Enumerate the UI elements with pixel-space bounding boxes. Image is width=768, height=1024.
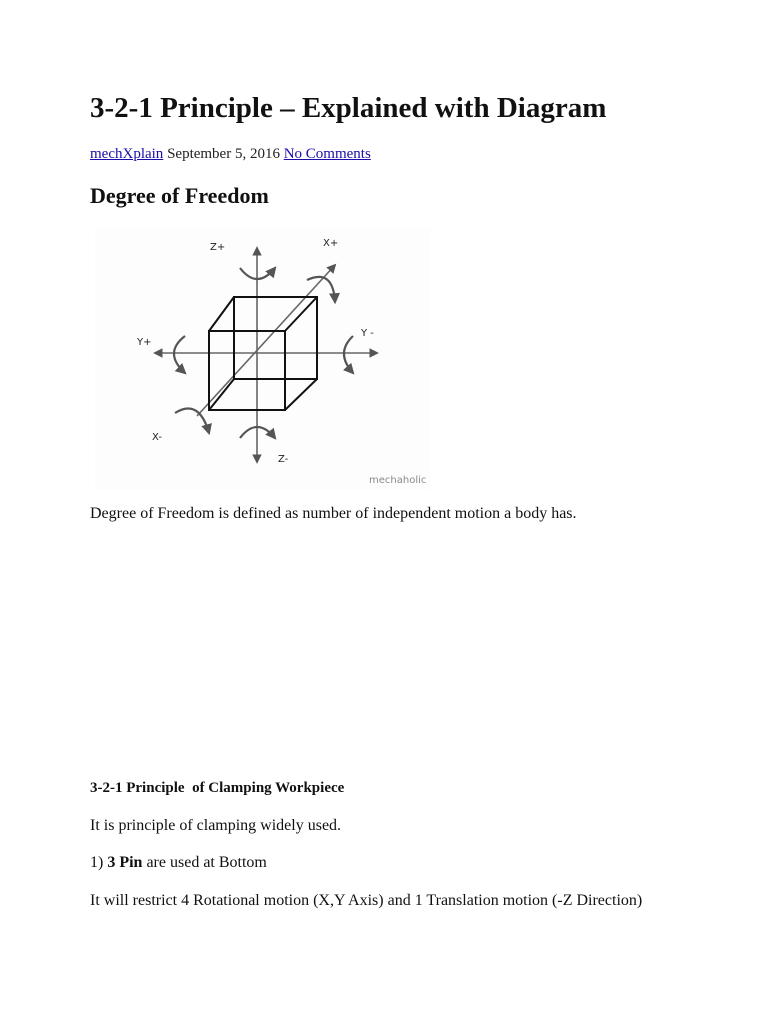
label-y-plus: Y+ — [137, 337, 152, 348]
dof-paragraph: Degree of Freedom is defined as number of independent motion a body has. — [90, 505, 577, 522]
label-z-plus: Z+ — [210, 242, 226, 253]
label-z-minus: Z- — [278, 454, 289, 465]
section-heading-clamping: 3-2-1 Principle of Clamping Workpiece — [90, 780, 345, 796]
watermark: mechaholic — [369, 475, 427, 486]
list-item-1-suffix: are used at Bottom — [142, 854, 267, 871]
label-y-minus: Y - — [361, 328, 374, 339]
author-link[interactable]: mechXplain — [90, 146, 164, 162]
rotation-arrow-x-minus-icon — [175, 409, 209, 434]
comments-link[interactable]: No Comments — [283, 146, 371, 162]
list-item-1-detail: It will restrict 4 Rotational motion (X,Y Axis) and 1 Translation motion (-Z Direction) — [90, 892, 643, 909]
label-x-minus: X- — [152, 432, 162, 443]
list-item-1 — [90, 854, 267, 872]
clamping-intro: It is principle of clamping widely used. — [90, 817, 342, 834]
rotation-arrow-y-plus-icon — [174, 336, 185, 373]
rotation-arrow-y-minus-icon — [344, 336, 353, 373]
list-item-1-bold: 3 Pin — [107, 854, 143, 871]
post-date: September 5, 2016 — [167, 146, 280, 162]
x-axis — [197, 265, 335, 416]
degree-of-freedom-diagram — [95, 228, 430, 490]
section-heading-degree-of-freedom: Degree of Freedom — [90, 183, 269, 208]
list-item-1-prefix: 1) — [90, 854, 108, 871]
page-title: 3-2-1 Principle – Explained with Diagram — [90, 92, 607, 124]
post-meta — [90, 146, 371, 163]
label-x-plus: X+ — [323, 238, 339, 249]
